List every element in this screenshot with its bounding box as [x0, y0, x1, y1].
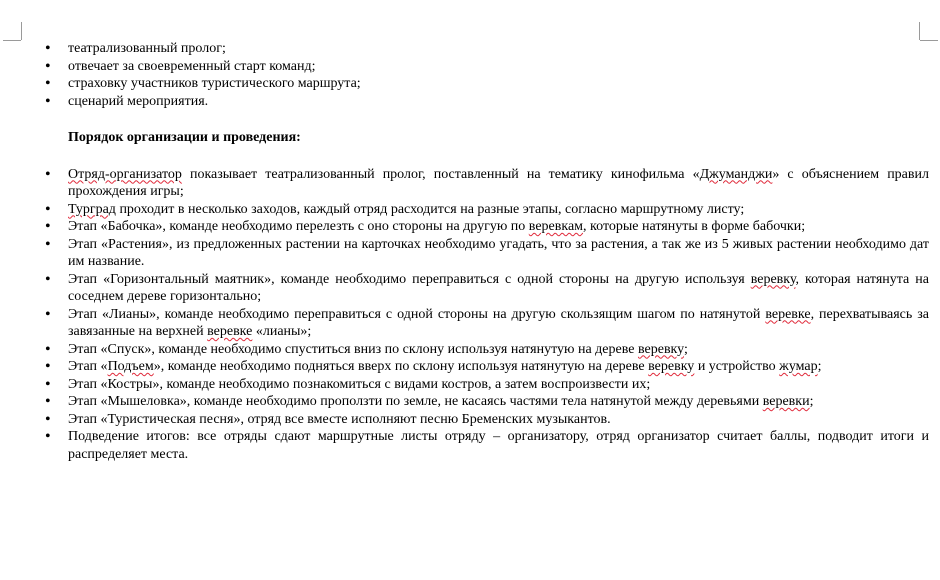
list-item-text: », команде необходимо подняться вверх по склону используя натянутую на дереве	[153, 359, 649, 374]
list-item	[45, 271, 929, 306]
list-item-text: ;	[683, 341, 688, 357]
spellcheck-flagged-word[interactable]: Джуманджи	[699, 166, 773, 182]
list-item	[45, 341, 929, 359]
list-item-text: Этап «Спуск», команде необходимо спуститься вниз по склону используя натянутую на дереве	[68, 341, 638, 357]
responsibilities-list	[45, 40, 929, 110]
list-item-text: проходит в несколько заходов, каждый отряд расходится на разные этапы, согласно маршрутному листу;	[115, 201, 745, 217]
list-item-text: Этап «	[68, 359, 108, 374]
page-corner-mark-right	[919, 22, 938, 40]
spellcheck-flagged-word[interactable]: веревке	[765, 306, 811, 322]
list-item-text: Этап «Бабочка», команде необходимо перелезть с оно стороны на другую по	[68, 219, 529, 234]
list-item	[45, 411, 929, 429]
list-item: • театрализованный пролог;	[45, 40, 929, 58]
spellcheck-flagged-word[interactable]: Турград	[68, 201, 116, 217]
list-item-text: показывает театрализованный пролог, поставленный на тематику кинофильма «	[181, 166, 700, 182]
spellcheck-flagged-word[interactable]: веревку	[637, 341, 684, 357]
list-item	[45, 376, 929, 394]
list-item-text: Этап «Лианы», команде необходимо переправиться с одной стороны на другую скользящим шагом по натянутой	[68, 306, 766, 322]
list-item	[45, 428, 929, 463]
list-item-text: » с объяснением правил прохождения игры;	[68, 166, 929, 199]
spellcheck-flagged-word[interactable]: Подъем	[107, 359, 154, 374]
spellcheck-flagged-word[interactable]: веревку	[648, 359, 695, 374]
list-item: • сценарий мероприятия.	[45, 93, 929, 111]
spellcheck-flagged-word[interactable]: веревке	[207, 324, 253, 339]
spellcheck-flagged-word[interactable]: веревки	[762, 394, 810, 409]
list-item-text: «лианы»;	[252, 324, 312, 339]
list-item-text: , перехватываясь за завязанные на верхней	[68, 306, 929, 339]
list-item-text: , которая натянута на соседнем дереве горизонтально;	[68, 271, 929, 304]
list-item	[45, 201, 929, 219]
list-item	[45, 306, 929, 341]
list-item	[45, 358, 929, 376]
list-item-text: и устройство	[694, 359, 780, 374]
list-item-text: Этап «Костры», команде необходимо познакомиться с видами костров, а затем воспроизвести их;	[68, 376, 651, 392]
list-item-text: ;	[817, 359, 822, 374]
spellcheck-flagged-word[interactable]: Отряд-организатор	[68, 166, 182, 182]
list-item-text: ;	[809, 394, 814, 409]
spellcheck-flagged-word[interactable]: жумар	[779, 359, 818, 374]
list-item-text: Этап «Горизонтальный маятник», команде необходимо переправиться с одной стороны на другую используя	[68, 271, 751, 287]
spellcheck-flagged-word[interactable]: веревкам	[528, 219, 584, 234]
list-item	[45, 166, 929, 201]
list-item-text: Этап «Мышеловка», команде необходимо проползти по земле, не касаясь частями тела натянутой между деревьями	[68, 394, 763, 409]
list-item-text: Подведение итогов: все отряды сдают маршрутные листы отряду – организатору, отряд организатор считает баллы, подводит итоги и распределяет места.	[68, 429, 929, 462]
list-item	[45, 393, 929, 411]
list-item	[45, 236, 929, 271]
spellcheck-flagged-word[interactable]: веревку	[750, 271, 796, 287]
list-item	[45, 218, 929, 236]
list-item-text: Этап «Туристическая песня», отряд все вместе исполняют песню Бременских музыкантов.	[68, 411, 611, 427]
list-item-text: , которые натянуты в форме бабочки;	[583, 219, 806, 234]
page-corner-mark-left	[3, 22, 22, 40]
list-item: • отвечает за своевременный старт команд;	[45, 58, 929, 76]
list-item: • страховку участников туристического маршрута;	[45, 75, 929, 93]
document-body[interactable]	[45, 40, 929, 463]
list-item-text: Этап «Растения», из предложенных растении на карточках необходимо угадать, что за растения, а так же из 5 живых растении необходимо дат им название.	[68, 236, 929, 269]
section-heading: Порядок организации и проведения:	[68, 130, 301, 145]
procedure-list	[45, 166, 929, 464]
